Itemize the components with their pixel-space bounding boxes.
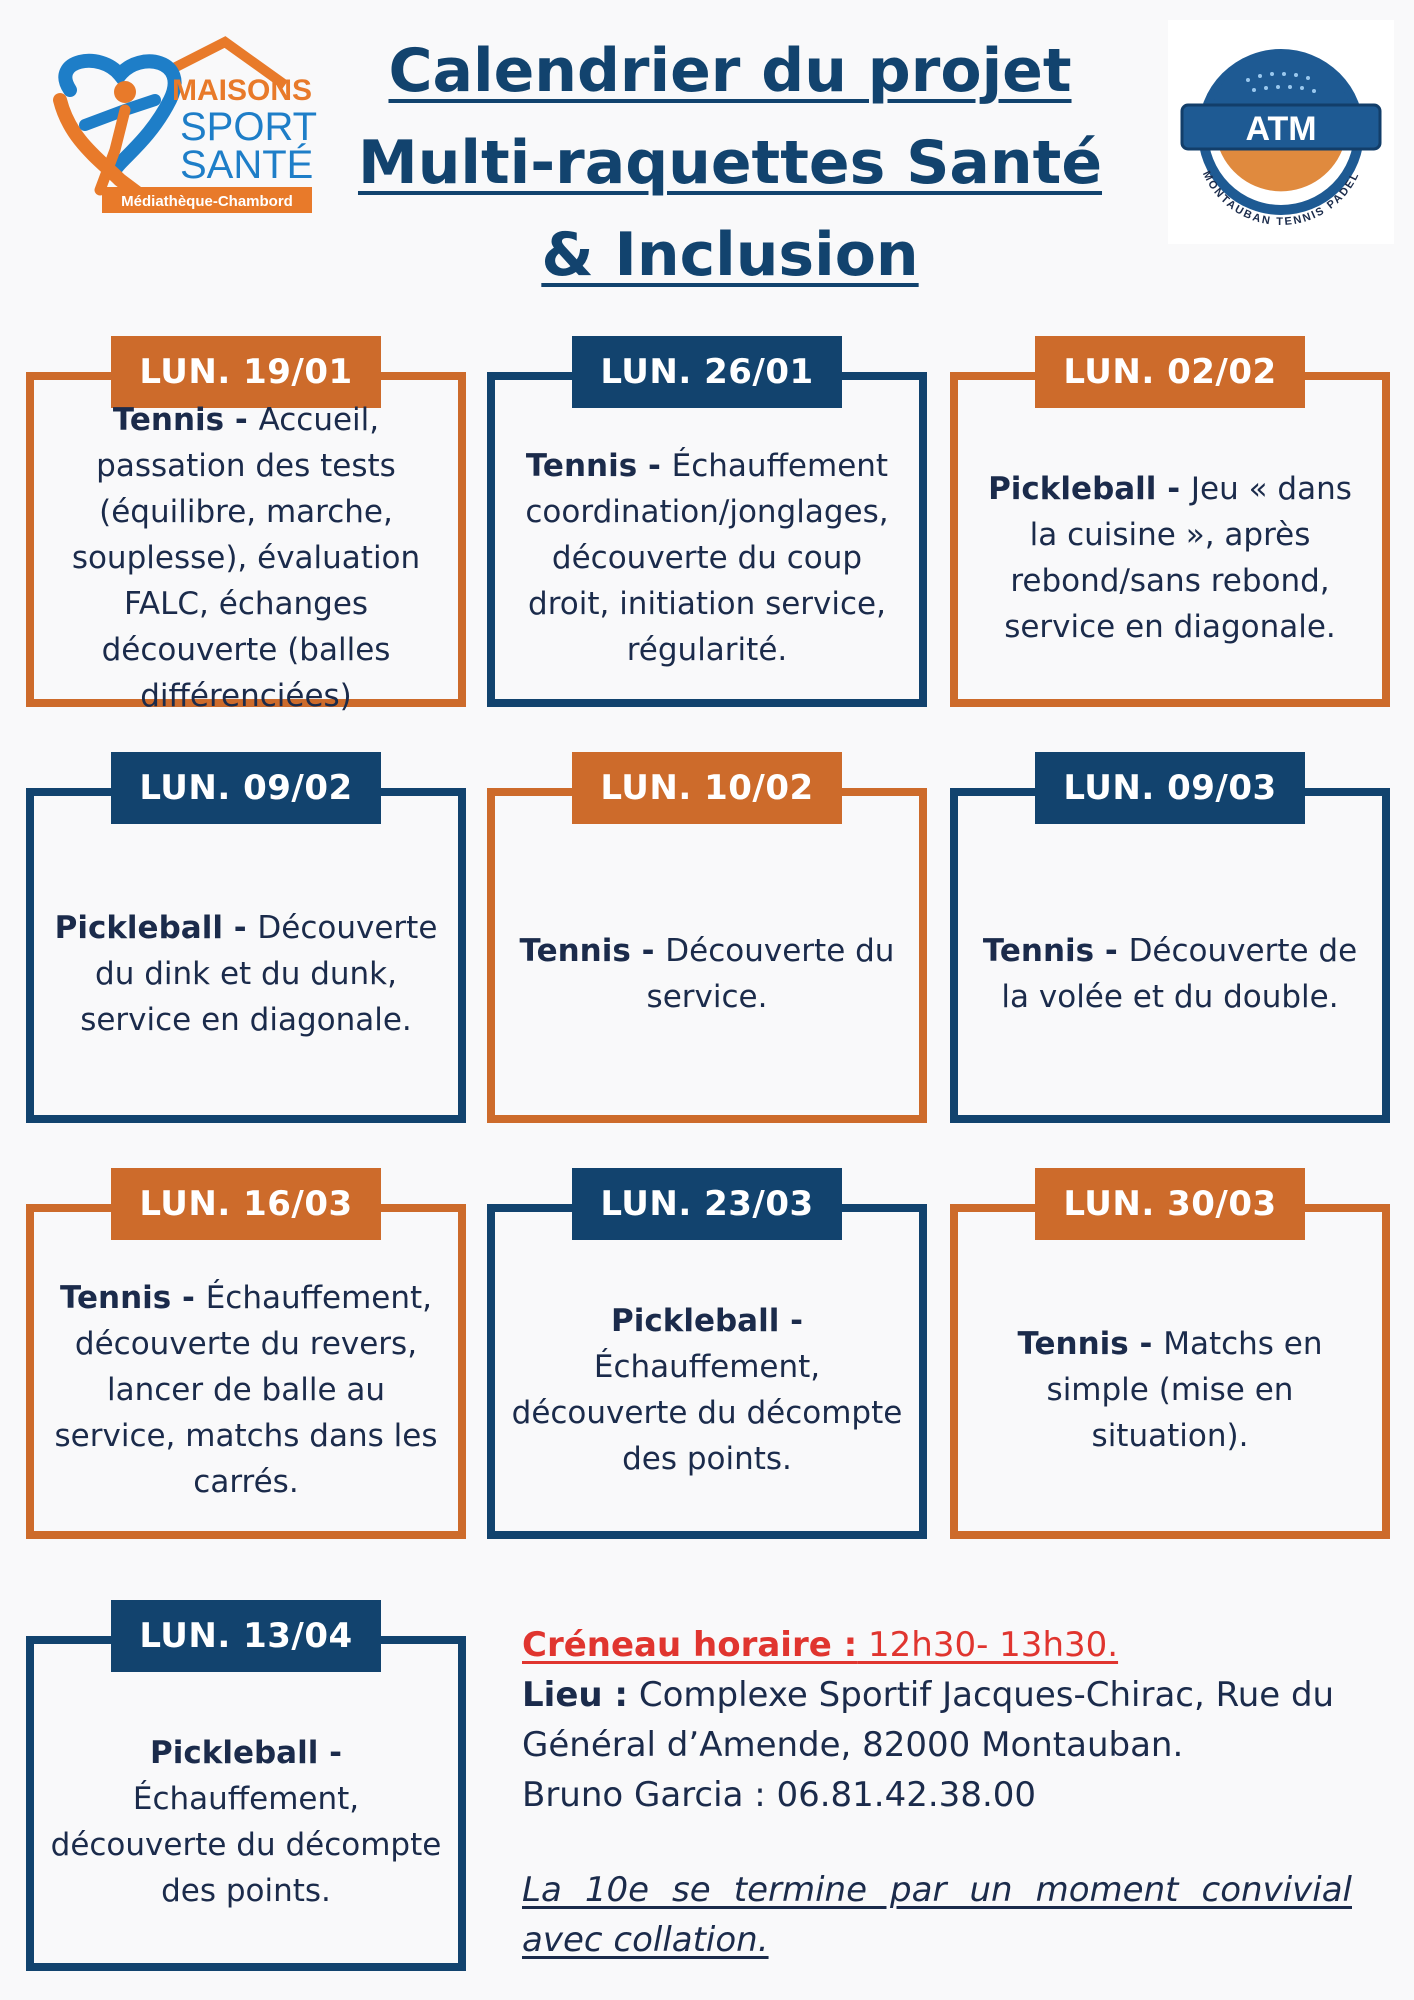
page-title: Calendrier du projet Multi-raquettes Santé & Inclusion <box>357 36 1103 290</box>
session-text: Échauffement, découverte du décompte des points. <box>511 1348 903 1477</box>
session-card <box>487 752 927 1087</box>
session-sport: Pickleball - <box>988 470 1191 507</box>
session-date: LUN. 09/02 <box>111 752 381 824</box>
session-card <box>950 752 1390 1087</box>
session-sport: Tennis - <box>519 932 666 969</box>
session-text: Accueil, passation des tests (équilibre, marche, souplesse), évaluation FALC, échanges découverte (balles différenciées) <box>71 401 421 714</box>
logo-sub: Médiathèque-Chambord <box>121 193 293 210</box>
session-text: Échauffement, découverte du décompte des points. <box>50 1780 442 1909</box>
logo-line3: SANTÉ <box>180 143 314 187</box>
time-slot <box>522 1620 1352 1670</box>
session-description <box>505 824 909 1123</box>
session-text: Découverte du service. <box>646 932 895 1015</box>
session-description <box>44 401 448 714</box>
atm-ring-text: MONTAUBAN TENNIS PADEL <box>1199 169 1363 229</box>
session-date: LUN. 10/02 <box>572 752 842 824</box>
session-description <box>505 408 909 707</box>
session-text: Échauffement, découverte du revers, lancer de balle au service, matchs dans les carrés. <box>54 1279 438 1500</box>
time-slot-value: 12h30- 13h30. <box>857 1625 1119 1665</box>
session-date: LUN. 13/04 <box>111 1600 381 1672</box>
session-card <box>26 336 466 714</box>
session-sport: Tennis - <box>982 932 1129 969</box>
session-sport: Pickleball - <box>149 1734 342 1771</box>
session-sport: Tennis - <box>112 401 259 438</box>
session-description <box>968 824 1372 1123</box>
session-card <box>950 1168 1390 1503</box>
session-description <box>44 1672 448 1971</box>
location-value: Complexe Sportif Jacques-Chirac, Rue du Général d’Amende, 82000 Montauban. <box>522 1675 1335 1765</box>
atm-name: ATM <box>1245 110 1317 148</box>
session-text: Jeu « dans la cuisine », après rebond/sans rebond, service en diagonale. <box>1004 470 1352 645</box>
contact: Bruno Garcia : 06.81.42.38.00 <box>522 1775 1037 1815</box>
session-sport: Pickleball - <box>54 909 258 946</box>
session-text: Échauffement coordination/jonglages, découverte du coup droit, initiation service, régularité. <box>525 447 889 668</box>
closing-note: La 10e se termine par un moment convivial avec collation. <box>522 1870 1352 1960</box>
info-block <box>522 1620 1352 1965</box>
session-card <box>26 1600 466 1935</box>
location-label: Lieu : <box>522 1675 629 1715</box>
session-description <box>505 1240 909 1539</box>
session-text: Découverte de la volée et du double. <box>1001 932 1358 1015</box>
session-card <box>26 752 466 1087</box>
session-date: LUN. 09/03 <box>1035 752 1305 824</box>
session-card <box>26 1168 466 1503</box>
session-description <box>44 1240 448 1539</box>
logo-line1: MAISONS <box>172 74 313 107</box>
session-card <box>950 336 1390 671</box>
session-date: LUN. 23/03 <box>572 1168 842 1240</box>
session-description <box>44 824 448 1123</box>
session-description <box>968 1240 1372 1539</box>
session-date: LUN. 19/01 <box>111 336 381 408</box>
session-text: Matchs en simple (mise en situation). <box>1046 1325 1323 1454</box>
maisons-sport-sante-logo <box>30 30 330 230</box>
session-description <box>968 408 1372 707</box>
session-card <box>487 1168 927 1503</box>
session-text: Découverte du dink et du dunk, service en diagonale. <box>80 909 438 1038</box>
session-date: LUN. 30/03 <box>1035 1168 1305 1240</box>
session-sport: Pickleball - <box>610 1302 803 1339</box>
location <box>522 1670 1352 1770</box>
session-date: LUN. 16/03 <box>111 1168 381 1240</box>
session-sport: Tennis - <box>59 1279 206 1316</box>
session-sport: Tennis - <box>525 447 672 484</box>
logo-line2: SPORT <box>180 105 318 149</box>
session-sport: Tennis - <box>1017 1325 1164 1362</box>
atm-logo <box>1168 20 1394 244</box>
session-date: LUN. 26/01 <box>572 336 842 408</box>
session-date: LUN. 02/02 <box>1035 336 1305 408</box>
time-slot-label: Créneau horaire : <box>522 1625 858 1665</box>
session-card <box>487 336 927 671</box>
